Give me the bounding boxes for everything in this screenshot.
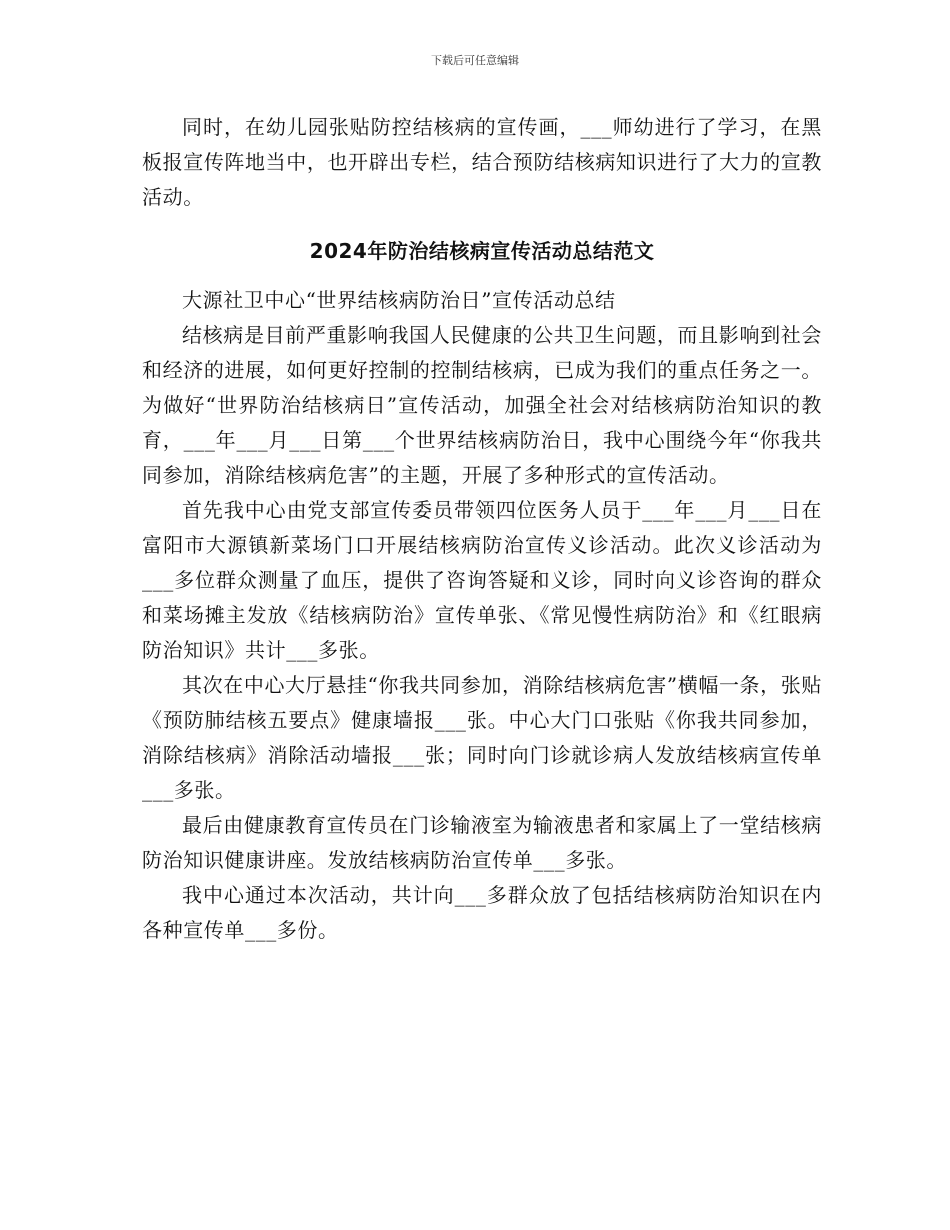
subtitle-paragraph: 大源社卫中心“世界结核病防治日”宣传活动总结 <box>182 288 616 312</box>
body-paragraph-4: 最后由健康教育宣传员在门诊输液室为输液患者和家属上了一堂结核病防治知识健康讲座。发放结核病防治宣传单___多张。 <box>142 813 822 872</box>
body-paragraph-1: 结核病是目前严重影响我国人民健康的公共卫生问题，而且影响到社会和经济的进展，如何更好控制的控制结核病，已成为我们的重点任务之一。为做好“世界防治结核病日”宣传活动，加强全社会对结核病防治知识的教育，___年___月___日第___个世界结核病防治日，我中心围绕今年“你我共同参加，消除结核病危害”的主题，开展了多种形式的宣传活动。 <box>142 323 822 487</box>
body-paragraph-3: 其次在中心大厅悬挂“你我共同参加，消除结核病危害”横幅一条，张贴《预防肺结核五要点》健康墙报___张。中心大门口张贴《你我共同参加，消除结核病》消除活动墙报___张；同时向门诊就诊病人发放结核病宣传单___多张。 <box>142 673 822 802</box>
page-header: 下载后可任意编辑 <box>431 54 519 67</box>
body-paragraph-5: 我中心通过本次活动，共计向___多群众放了包括结核病防治知识在内各种宣传单___多份。 <box>142 883 822 942</box>
document-body <box>142 110 822 948</box>
intro-paragraph: 同时，在幼儿园张贴防控结核病的宣传画，___师幼进行了学习，在黑板报宣传阵地当中，也开辟出专栏，结合预防结核病知识进行了大力的宣教活动。 <box>142 115 822 209</box>
document-title: 2024年防治结核病宣传活动总结范文 <box>309 239 655 263</box>
body-paragraph-2: 首先我中心由党支部宣传委员带领四位医务人员于___年___月___日在富阳市大源镇新菜场门口开展结核病防治宣传义诊活动。此次义诊活动为___多位群众测量了血压，提供了咨询答疑和义诊，同时向义诊咨询的群众和菜场摊主发放《结核病防治》宣传单张、《常见慢性病防治》和《红眼病防治知识》共计___多张。 <box>142 498 822 662</box>
